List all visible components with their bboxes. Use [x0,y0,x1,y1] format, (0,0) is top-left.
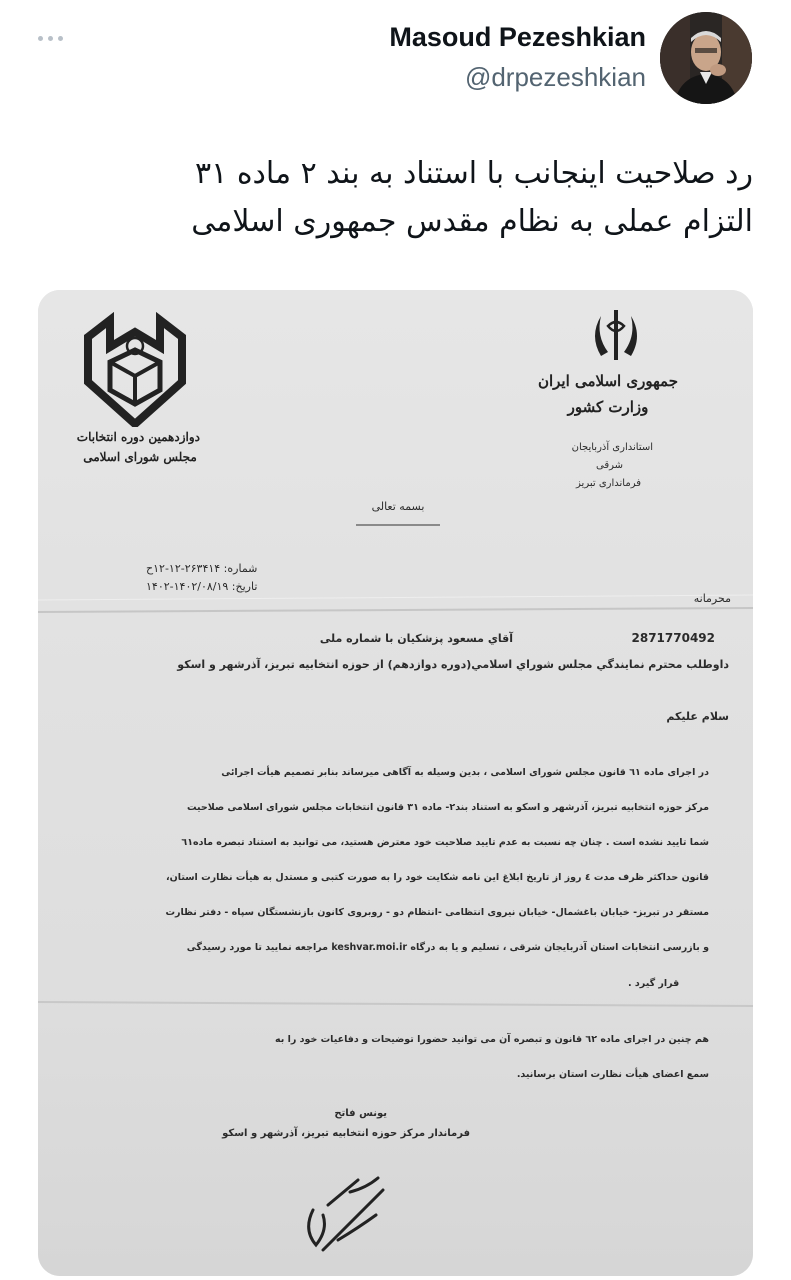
election-emblem-icon [80,312,190,427]
office-line1: استانداری آذربایجان [571,442,653,453]
signer-name: یونس فاتح [334,1108,387,1119]
avatar[interactable] [660,12,752,104]
signature [298,1170,398,1260]
body-line: قرار گیرد . [628,978,680,989]
body-line: در اجرای ماده ٦١ قانون مجلس شورای اسلامی ، بدین وسیله به آگاهی میرساند بنابر تصمیم هیأت اجرائی [221,767,709,778]
body-line: و بازرسی انتخابات استان آذربایجان شرقی ، تسلیم و یا به درگاه keshvar.moi.ir مراجعه نمایید تا مورد رسیدگی [186,942,709,953]
emblem-caption-line2: مجلس شورای اسلامی [83,450,197,464]
tweet-header [0,0,791,120]
greeting: سلام عليكم [666,710,729,723]
office-line3: فرمانداری تبریز [576,478,641,489]
author-handle[interactable]: @drpezeshkian [464,62,646,92]
national-id [515,631,715,645]
office-line2: شرقی [595,460,623,471]
confidential-label: محرمانه [693,592,731,605]
addressee-title: داوطلب محترم نمايندگي مجلس شوراي اسلامي(دوره دوازدهم) از حوزه انتخابيه تبريز، آذرشهر و اسكو [177,658,729,671]
ministry-logo-line1: جمهوری اسلامی ایران [537,372,678,390]
letter-date: تاریخ: ۱۴۰۲/۰۸/۱۹-۱۴۰۲ [146,580,258,593]
tweet-text [113,150,753,246]
body-line: سمع اعضای هیأت نظارت استان برسانید. [516,1069,709,1080]
body-line: مرکز حوزه انتخابیه تبریز، آذرشهر و اسکو به استناد بند۲- ماده ۳۱ قانون انتخابات مجلس شورای اسلامی صلاحیت [186,802,709,813]
ministry-logo-line2: وزارت کشور [567,398,649,416]
author-name[interactable]: Masoud Pezeshkian [389,22,646,52]
body-line: مستقر در تبریز- خیابان باغشمال- خیابان نیروی انتظامی -انتظام دو - روبروی کانون بازنشستگان سپاه - دفتر نظارت [165,907,709,918]
addressee-name: آقاي مسعود پزشكيان با شماره ملی [319,632,513,645]
bismillah: بسمه تعالی [371,500,425,513]
body-line: هم چنین در اجرای ماده ٦٢ قانون و تبصره آن می توانید حضورا توضیحات و دفاعیات خود را به [274,1034,709,1045]
iran-emblem-icon [586,306,646,366]
signer-title: فرماندار مرکز حوزه انتخابیه تبریز، آذرشهر و اسکو [222,1128,470,1139]
national-id-value: 2871770492 [631,631,715,645]
tweet-text-line: رد صلاحیت اینجانب با استناد به بند ۲ ماده ۳۱ [195,156,753,191]
body-line: قانون حداکثر ظرف مدت ٤ روز از تاریخ ابلاغ این نامه شکایت خود را به صورت کتبی و مستدل به هیأت نظارت استان، [166,872,709,883]
tweet-text-line: التزام عملی به نظام مقدس جمهوری اسلامی [191,204,753,239]
more-options-icon[interactable] [38,30,74,46]
emblem-caption-line1: دوازدهمین دوره انتخابات [76,430,200,444]
tweet-media-image[interactable] [38,290,753,1276]
body-line: شما تایید نشده است . چنان چه نسبت به عدم تایید صلاحیت خود معترض هستید، می توانید به استناد تبصره ماده٦١ [181,837,709,848]
letter-number: شماره: ۲۶۳۴۱۴-۱۲-۱۲ح [146,562,258,575]
